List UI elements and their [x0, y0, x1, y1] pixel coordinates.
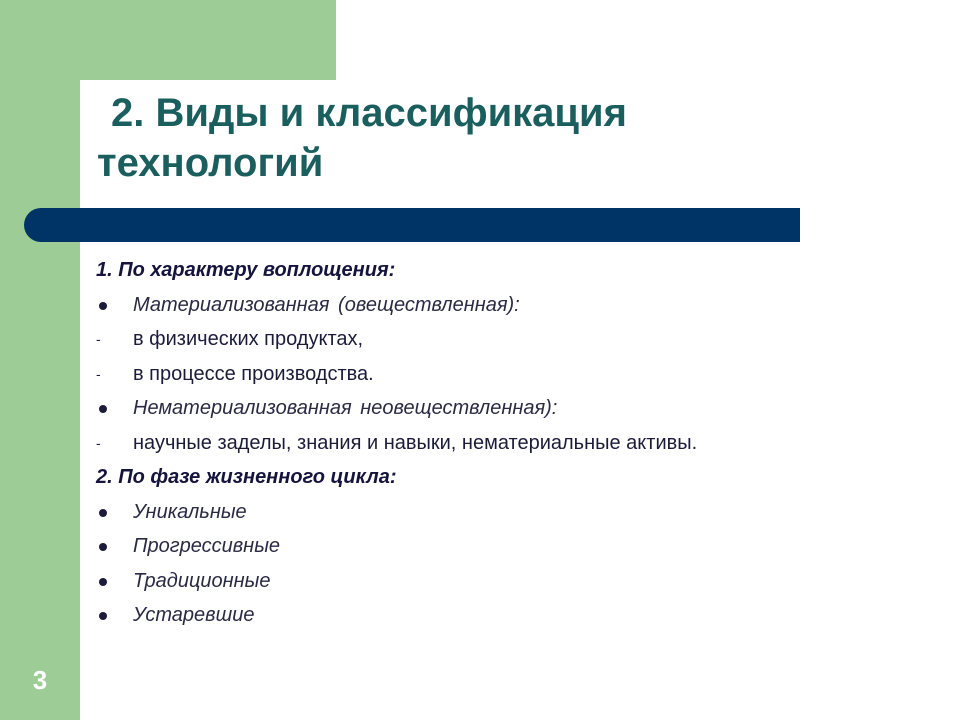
list-item	[96, 322, 916, 357]
slide-title-line-1: 2. Виды и классификация	[111, 91, 627, 135]
list-item-text: Материализованная (овеществленная):	[133, 293, 520, 316]
green-sidebar-decoration	[0, 0, 80, 720]
green-top-decoration	[0, 0, 336, 80]
content-list	[96, 253, 916, 633]
dash-icon: -	[96, 365, 101, 382]
section-heading-text: 1. По характеру воплощения:	[96, 259, 396, 281]
dash-icon: -	[96, 331, 101, 347]
list-item	[96, 357, 916, 392]
dash-icon: -	[96, 434, 101, 451]
slide-number: 3	[32, 665, 48, 695]
list-item-text: Прогрессивные	[133, 535, 281, 557]
list-item-text: научные заделы, знания и навыки, нематериальные активы.	[133, 431, 698, 454]
list-item-text: Уникальные	[133, 500, 247, 523]
bullet-icon	[99, 578, 107, 586]
bullet-icon	[99, 405, 107, 413]
list-item	[96, 391, 916, 426]
bullet-icon	[99, 543, 107, 551]
list-item	[96, 426, 916, 461]
list-item	[96, 495, 916, 530]
bullet-icon	[99, 302, 107, 310]
list-item	[96, 564, 916, 599]
list-item-text: Традиционные	[133, 569, 271, 592]
list-item-text: в процессе производства.	[133, 362, 374, 385]
section-heading-lifecycle	[96, 460, 916, 495]
section-heading-embodiment	[96, 253, 916, 288]
list-item-text: Нематериализованная неовеществленная):	[133, 397, 558, 419]
bullet-icon	[99, 612, 107, 620]
title-divider-bar	[24, 208, 800, 242]
list-item-text: в физических продуктах,	[133, 328, 364, 350]
list-item	[96, 529, 916, 564]
list-item-text: Устаревшие	[133, 604, 255, 626]
bullet-icon	[99, 509, 107, 517]
list-item	[96, 288, 916, 323]
section-heading-text: 2. По фазе жизненного цикла:	[96, 466, 397, 488]
slide-title-line-2: технологий	[97, 141, 324, 185]
list-item	[96, 598, 916, 633]
slide-title	[97, 88, 857, 188]
